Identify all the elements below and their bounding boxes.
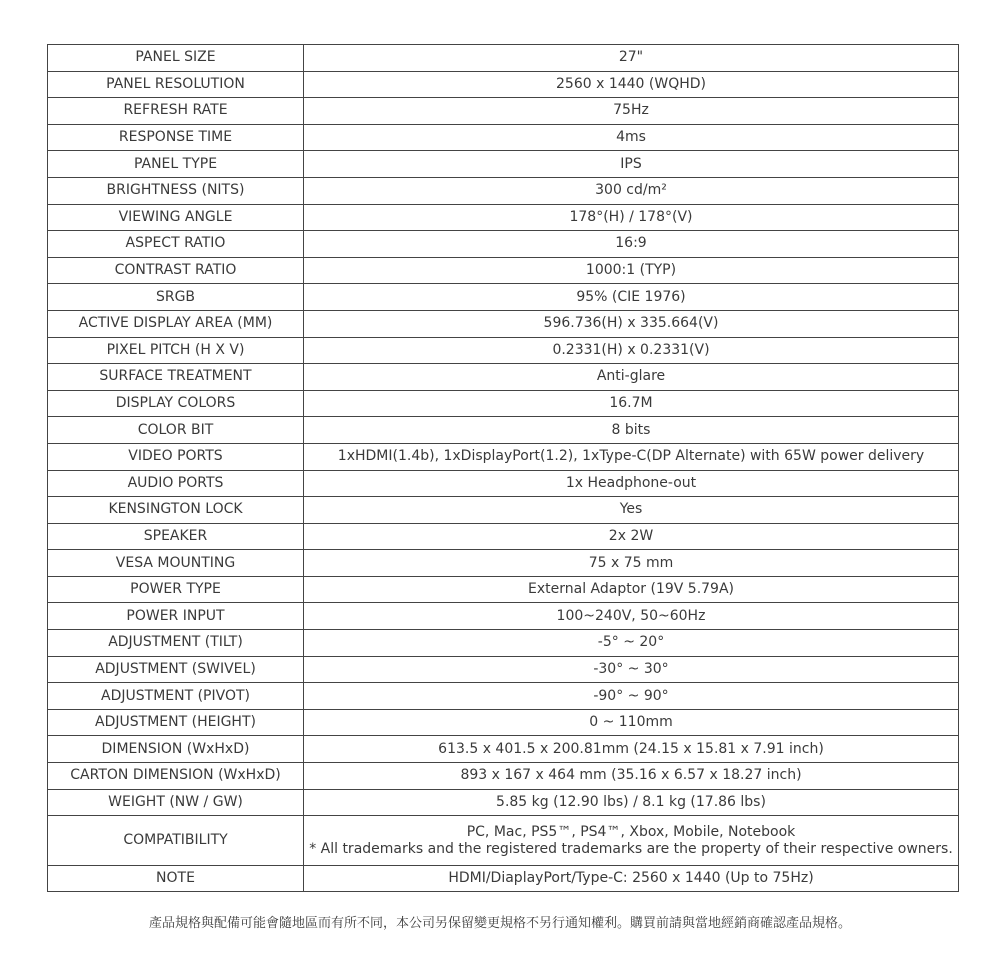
spec-label: PIXEL PITCH (H X V) (48, 337, 304, 364)
spec-label: PANEL SIZE (48, 45, 304, 72)
spec-value: 178°(H) / 178°(V) (304, 204, 959, 231)
spec-label: ADJUSTMENT (TILT) (48, 630, 304, 657)
spec-row-srgb (48, 284, 959, 311)
spec-row-speaker (48, 523, 959, 550)
spec-row-panel-type (48, 151, 959, 178)
spec-row-audio-ports (48, 470, 959, 497)
spec-row-weight (48, 789, 959, 816)
spec-label: ACTIVE DISPLAY AREA (MM) (48, 310, 304, 337)
spec-row-adjustment-height (48, 709, 959, 736)
spec-row-adjustment-swivel (48, 656, 959, 683)
spec-row-display-colors (48, 390, 959, 417)
spec-label: VIEWING ANGLE (48, 204, 304, 231)
spec-value: 300 cd/m² (304, 177, 959, 204)
spec-label: BRIGHTNESS (NITS) (48, 177, 304, 204)
spec-value: 596.736(H) x 335.664(V) (304, 310, 959, 337)
trademark-footnote: * All trademarks and the registered trademarks are the property of their respective owners. (309, 840, 953, 857)
spec-label: PANEL RESOLUTION (48, 71, 304, 98)
spec-value: 2x 2W (304, 523, 959, 550)
spec-label: ASPECT RATIO (48, 231, 304, 258)
spec-value: 613.5 x 401.5 x 200.81mm (24.15 x 15.81 x 7.91 inch) (304, 736, 959, 763)
spec-row-video-ports (48, 443, 959, 470)
spec-value: 0.2331(H) x 0.2331(V) (304, 337, 959, 364)
spec-label: RESPONSE TIME (48, 124, 304, 151)
spec-label: VIDEO PORTS (48, 443, 304, 470)
spec-value: -90° ~ 90° (304, 683, 959, 710)
spec-label: SURFACE TREATMENT (48, 364, 304, 391)
spec-row-aspect-ratio (48, 231, 959, 258)
spec-value: Anti-glare (304, 364, 959, 391)
spec-label: ADJUSTMENT (SWIVEL) (48, 656, 304, 683)
spec-row-pixel-pitch (48, 337, 959, 364)
spec-value: 27" (304, 45, 959, 72)
spec-row-refresh-rate (48, 98, 959, 125)
note-value: HDMI/DiaplayPort/Type-C: 2560 x 1440 (Up to 75Hz) (304, 865, 959, 892)
spec-table-body (48, 45, 959, 892)
spec-row-surface-treatment (48, 364, 959, 391)
spec-row-kensington-lock (48, 497, 959, 524)
spec-value: 8 bits (304, 417, 959, 444)
spec-value: 75Hz (304, 98, 959, 125)
spec-table (47, 44, 959, 892)
spec-value: 1x Headphone-out (304, 470, 959, 497)
spec-value: 2560 x 1440 (WQHD) (304, 71, 959, 98)
spec-row-vesa-mounting (48, 550, 959, 577)
spec-value: External Adaptor (19V 5.79A) (304, 576, 959, 603)
spec-label: REFRESH RATE (48, 98, 304, 125)
spec-row-power-type (48, 576, 959, 603)
spec-label: PANEL TYPE (48, 151, 304, 178)
compatibility-cell (304, 816, 959, 866)
spec-label: CONTRAST RATIO (48, 257, 304, 284)
compatibility-value: PC, Mac, PS5™, PS4™, Xbox, Mobile, Notebook (466, 823, 796, 840)
spec-value: 100~240V, 50~60Hz (304, 603, 959, 630)
spec-label: WEIGHT (NW / GW) (48, 789, 304, 816)
spec-value: 5.85 kg (12.90 lbs) / 8.1 kg (17.86 lbs) (304, 789, 959, 816)
spec-value: 16.7M (304, 390, 959, 417)
spec-label: SPEAKER (48, 523, 304, 550)
spec-row-brightness (48, 177, 959, 204)
spec-row-response-time (48, 124, 959, 151)
spec-row-carton-dimension (48, 763, 959, 790)
compatibility-label: COMPATIBILITY (48, 816, 304, 866)
spec-label: AUDIO PORTS (48, 470, 304, 497)
spec-value: Yes (304, 497, 959, 524)
spec-row-power-input (48, 603, 959, 630)
spec-row-adjustment-tilt (48, 630, 959, 657)
spec-row-dimension (48, 736, 959, 763)
spec-row-panel-size (48, 45, 959, 72)
spec-value: 95% (CIE 1976) (304, 284, 959, 311)
spec-label: DISPLAY COLORS (48, 390, 304, 417)
spec-row-compatibility (48, 816, 959, 866)
spec-value: 1000:1 (TYP) (304, 257, 959, 284)
spec-label: ADJUSTMENT (PIVOT) (48, 683, 304, 710)
spec-row-note (48, 865, 959, 892)
spec-value: -30° ~ 30° (304, 656, 959, 683)
spec-row-viewing-angle (48, 204, 959, 231)
spec-value: 893 x 167 x 464 mm (35.16 x 6.57 x 18.27 inch) (304, 763, 959, 790)
regional-disclaimer: 產品規格與配備可能會隨地區而有所不同，本公司另保留變更規格不另行通知權利。購買前請與當地經銷商確認產品規格。 (148, 916, 851, 931)
spec-row-panel-resolution (48, 71, 959, 98)
spec-label: SRGB (48, 284, 304, 311)
spec-value: 4ms (304, 124, 959, 151)
note-label: NOTE (48, 865, 304, 892)
spec-value: 1xHDMI(1.4b), 1xDisplayPort(1.2), 1xType-C(DP Alternate) with 65W power delivery (304, 443, 959, 470)
spec-label: VESA MOUNTING (48, 550, 304, 577)
spec-label: ADJUSTMENT (HEIGHT) (48, 709, 304, 736)
spec-row-contrast-ratio (48, 257, 959, 284)
spec-label: KENSINGTON LOCK (48, 497, 304, 524)
spec-value: IPS (304, 151, 959, 178)
spec-value: 0 ~ 110mm (304, 709, 959, 736)
spec-value: -5° ~ 20° (304, 630, 959, 657)
spec-row-color-bit (48, 417, 959, 444)
spec-value: 75 x 75 mm (304, 550, 959, 577)
spec-value: 16:9 (304, 231, 959, 258)
spec-label: DIMENSION (WxHxD) (48, 736, 304, 763)
spec-label: COLOR BIT (48, 417, 304, 444)
spec-label: POWER TYPE (48, 576, 304, 603)
spec-row-active-display-area (48, 310, 959, 337)
spec-row-adjustment-pivot (48, 683, 959, 710)
spec-label: POWER INPUT (48, 603, 304, 630)
spec-label: CARTON DIMENSION (WxHxD) (48, 763, 304, 790)
